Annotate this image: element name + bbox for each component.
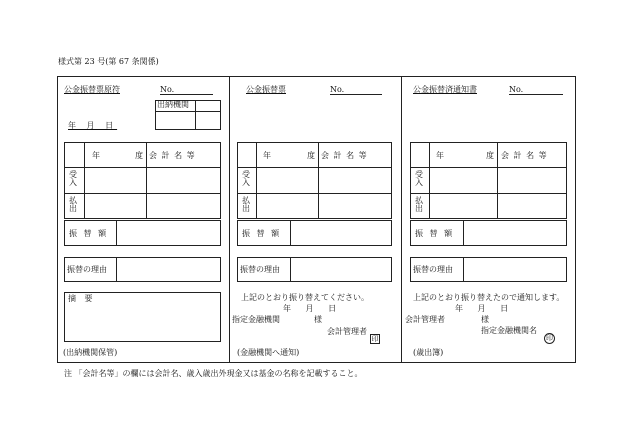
fiscal-label: 度 bbox=[307, 151, 315, 160]
reason-label: 振替の理由 bbox=[240, 265, 280, 274]
date-label: 年 月 日 bbox=[68, 121, 118, 130]
reason-label: 振替の理由 bbox=[67, 265, 107, 274]
panel-number-line bbox=[509, 94, 563, 95]
receive-label: 受入 bbox=[415, 170, 423, 187]
year-label: 年 bbox=[92, 151, 100, 160]
account-table-row2 bbox=[410, 193, 567, 194]
notice-signer: 指定金融機関名 bbox=[481, 326, 537, 335]
panel-number-label: No. bbox=[330, 85, 345, 94]
reason-label: 振替の理由 bbox=[413, 265, 453, 274]
notice-date: 年 月 日 bbox=[455, 304, 515, 313]
account-table-row1 bbox=[410, 167, 567, 168]
account-table-col1 bbox=[84, 142, 85, 219]
account-table-row2 bbox=[237, 193, 392, 194]
office-label: 出納機関 bbox=[157, 100, 189, 109]
panel-divider-1 bbox=[229, 76, 230, 363]
amount-label: 振 替 額 bbox=[69, 229, 109, 238]
receive-label: 受入 bbox=[242, 170, 250, 187]
fiscal-label: 度 bbox=[486, 151, 494, 160]
summary-label: 摘 要 bbox=[68, 294, 96, 303]
account-header: 会 計 名 等 bbox=[321, 151, 368, 160]
year-label: 年 bbox=[263, 151, 271, 160]
seal-icon: 印 bbox=[371, 335, 379, 343]
panel-footer: (出納機関保管) bbox=[63, 348, 118, 357]
account-table-col2 bbox=[318, 142, 319, 219]
notice-addressee: 会計管理者 bbox=[405, 315, 445, 324]
panel-number-label: No. bbox=[509, 85, 524, 94]
reason-box-v bbox=[290, 257, 291, 282]
panel-number-label: No. bbox=[160, 85, 175, 94]
account-table-col2 bbox=[497, 142, 498, 219]
account-table-col1 bbox=[256, 142, 257, 219]
pay-label: 払出 bbox=[415, 196, 423, 213]
panel-title: 公金振替済通知書 bbox=[413, 85, 477, 94]
amount-label: 振 替 額 bbox=[242, 229, 282, 238]
amount-box-v bbox=[463, 220, 464, 246]
office-box-v bbox=[195, 100, 196, 130]
year-label: 年 bbox=[436, 151, 444, 160]
reason-box-v bbox=[463, 257, 464, 282]
pay-label: 払出 bbox=[242, 196, 250, 213]
notice-date: 年 月 日 bbox=[283, 304, 343, 313]
panel-footer: (歳出簿) bbox=[413, 348, 444, 357]
seal-icon: 印 bbox=[546, 334, 553, 342]
form-number: 様式第 23 号(第 67 条関係) bbox=[58, 57, 159, 66]
notice-text: 上記のとおり振り替えてください。 bbox=[241, 293, 369, 302]
amount-box-v bbox=[116, 220, 117, 246]
panel-title: 公金振替票 bbox=[246, 85, 286, 94]
fiscal-label: 度 bbox=[135, 151, 143, 160]
panel-divider-2 bbox=[401, 76, 402, 363]
office-box-h bbox=[155, 111, 221, 112]
account-table-col1 bbox=[429, 142, 430, 219]
notice-addressee: 指定金融機関 bbox=[232, 315, 280, 324]
account-table-col2 bbox=[146, 142, 147, 219]
notice-text: 上記のとおり振り替えたので通知します。 bbox=[413, 293, 565, 302]
panel-number-line bbox=[330, 94, 382, 95]
account-header: 会 計 名 等 bbox=[149, 151, 196, 160]
notice-honorific: 様 bbox=[314, 315, 322, 324]
account-header: 会 計 名 等 bbox=[501, 151, 548, 160]
panel-number-line bbox=[160, 94, 213, 95]
panel-title: 公金振替票原符 bbox=[64, 85, 120, 94]
amount-label: 振 替 額 bbox=[415, 229, 455, 238]
account-table-row1 bbox=[64, 167, 221, 168]
account-table-row2 bbox=[64, 193, 221, 194]
notice-honorific: 様 bbox=[481, 315, 489, 324]
account-table-row1 bbox=[237, 167, 392, 168]
reason-box-v bbox=[116, 257, 117, 282]
notice-signer: 会計管理者 bbox=[327, 327, 367, 336]
amount-box-v bbox=[290, 220, 291, 246]
pay-label: 払出 bbox=[69, 196, 77, 213]
receive-label: 受入 bbox=[69, 170, 77, 187]
footnote: 注 「会計名等」の欄には会計名、歳入歳出外現金又は基金の名称を記載すること。 bbox=[64, 369, 363, 378]
panel-footer: (金融機関へ通知) bbox=[237, 348, 300, 357]
